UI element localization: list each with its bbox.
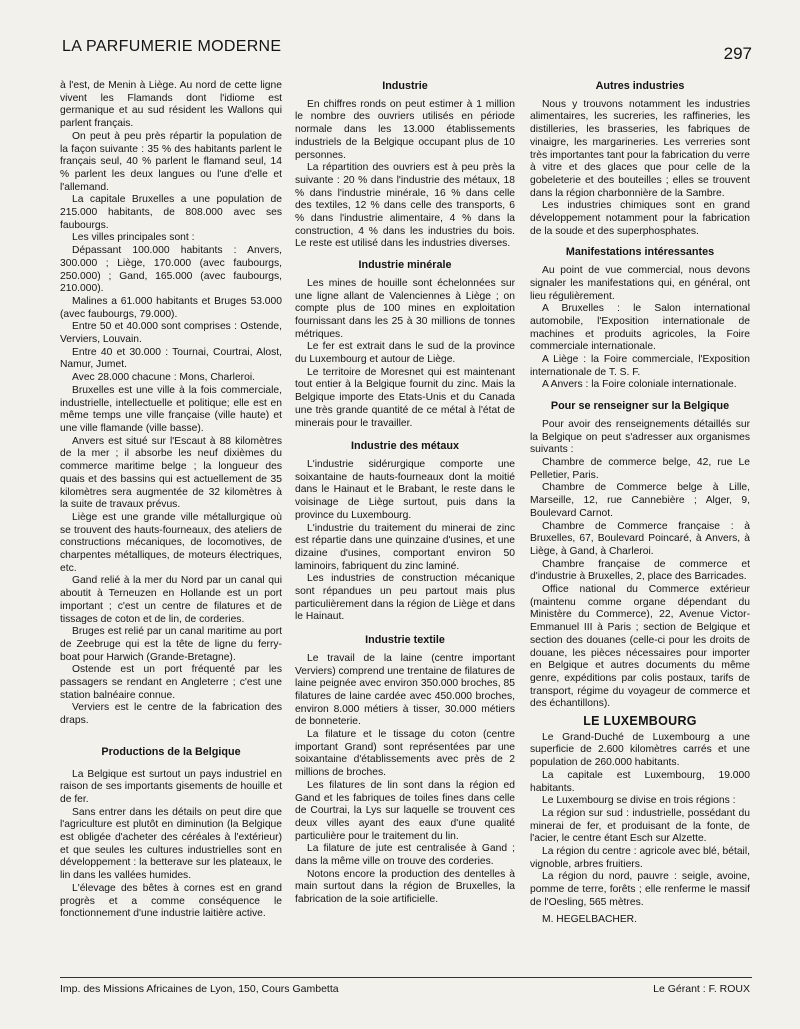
paragraph: Le Luxembourg se divise en trois régions : bbox=[542, 795, 736, 807]
paragraph: à l'est, de Menin à Liège. Au nord de cette ligne vivent les Flamands dont l'idiome est germanique et au sud résident les Wallons qui parlent français. bbox=[60, 80, 282, 130]
section-heading-autres: Autres industries bbox=[595, 80, 685, 92]
paragraph: La capitale Bruxelles a une population de 215.000 habitants, de 808.000 avec ses faubourgs. bbox=[60, 194, 282, 231]
section-heading-productions: Productions de la Belgique bbox=[101, 745, 241, 758]
paragraph: Sans entrer dans les détails on peut dire que l'agriculture est plutôt en diminution (la Belgique est obligée d'acheter des céréales à l'extérieur) et que seules les cultures industrielles sont en développement : la betterave sur les plateaux, le lin dans les vallées humides. bbox=[60, 806, 282, 882]
paragraph: Entre 40 et 30.000 : Tournai, Courtrai, Alost, Namur, Jumet. bbox=[60, 346, 282, 371]
paragraph: Liège est une grande ville métallurgique où se trouvent des hauts-fourneaux, des ateliers de constructions mécaniques, de locomotives, de charpentes métalliques, de moteurs électriques, etc. bbox=[60, 511, 282, 574]
page-number: 297 bbox=[723, 44, 752, 63]
page-header bbox=[62, 38, 752, 68]
printer-credit: Imp. des Missions Africaines de Lyon, 150, Cours Gambetta bbox=[60, 983, 339, 995]
section-heading-renseigner: Pour se renseigner sur la Belgique bbox=[550, 400, 730, 413]
paragraph: On peut à peu près répartir la population de la façon suivante : 35 % des habitants parlent le français seul, 40 % parlent le flamand seul, 14 % parlent les deux langues ou l'une d'elle et l'allemand. bbox=[60, 130, 282, 193]
manager-credit: Le Gérant : F. ROUX bbox=[653, 983, 750, 995]
paragraph: Les filatures de lin sont dans la région ed Gand et les fabriques de toiles fines dans celle de Courtrai, la Lys sur laquelle se trouvent ces deux villes ayant des eaux d'une qualité particulière pour le traitement du lin. bbox=[295, 779, 515, 842]
paragraph: La Belgique est surtout un pays industriel en raison de ses importants gisements de houille et de fer. bbox=[60, 768, 282, 805]
paragraph: Le territoire de Moresnet qui est maintenant tout entier à la Belgique fournit du zinc. Mais la Belgique importe des Etats-Unis et du Canada une très grande quantité de ce métal à l'état de minerais pour le travailler. bbox=[295, 366, 515, 429]
paragraph: Le fer est extrait dans le sud de la province du Luxembourg et autour de Liège. bbox=[295, 341, 515, 366]
paragraph: Le Grand-Duché de Luxembourg a une superficie de 2.600 kilomètres carrés et une population de 260.000 habitants. bbox=[530, 731, 750, 769]
paragraph: Notons encore la production des dentelles à main surtout dans la région de Bruxelles, la fabrication de la soie artificielle. bbox=[295, 868, 515, 906]
paragraph: A Liège : la Foire commerciale, l'Exposition internationale de T. S. F. bbox=[530, 354, 750, 378]
paragraph: Nous y trouvons notamment les industries alimentaires, les sucreries, les raffineries, les distilleries, les brasseries, les fabriques de vinaigre, les margarineries. Les verreries sont très importantes tant pour la fabrication du verre à vitre et des glaces que pour celle de la gobeleterie et des bouteilles ; elles se trouvent dans la région charbonnière de la Sambre. bbox=[530, 98, 750, 199]
paragraph: Dépassant 100.000 habitants : Anvers, 300.000 ; Liège, 170.000 (avec faubourgs, 250.000) ; Gand, 165.000 (avec faubourgs, 210.000). bbox=[60, 245, 282, 295]
article-body bbox=[60, 80, 750, 1000]
paragraph: Les industries de construction mécanique sont répandues un peu partout mais plus particulièrement dans la région de Liège et dans le Hainaut. bbox=[295, 573, 515, 623]
paragraph: Bruges est relié par un canal maritime au port de Zeebruge qui est la tête de ligne du ferry-boat pour Harwich (Grande-Bretagne). bbox=[60, 626, 282, 663]
paragraph: La capitale est Luxembourg, 19.000 habitants. bbox=[530, 769, 750, 794]
paragraph: A Bruxelles : le Salon international automobile, l'Exposition internationale de machines et produits agricoles, la Foire commerciale internationale. bbox=[530, 303, 750, 353]
section-heading-textile: Industrie textile bbox=[365, 634, 445, 647]
paragraph: En chiffres ronds on peut estimer à 1 million le nombre des ouvriers utilisés en période normale dans les 13.000 établissements industriels de la Belgique occupant plus de 10 personnes. bbox=[295, 98, 515, 161]
paragraph: Chambre de commerce belge, 42, rue Le Pelletier, Paris. bbox=[530, 456, 750, 481]
paragraph: Chambre de Commerce française : à Bruxelles, 67, Boulevard Poincaré, à Anvers, à Liège, à Gand, à Charleroi. bbox=[530, 520, 750, 557]
paragraph: Malines a 61.000 habitants et Bruges 53.000 (avec faubourgs, 79.000). bbox=[60, 295, 282, 320]
paragraph: La région du centre : agricole avec blé, bétail, vignoble, arbres fruitiers. bbox=[530, 846, 750, 870]
paragraph: Bruxelles est une ville à la fois commerciale, industrielle, intellectuelle et politique; elle est en même temps une ville française (ville haute) et une ville flamande (ville basse). bbox=[60, 384, 282, 434]
author-signature: M. HEGELBACHER. bbox=[542, 913, 637, 925]
paragraph: L'industrie du traitement du minerai de zinc est répartie dans une quinzaine d'usines, et une dizaine d'usines, comportant environ 50 laminoirs, fabriquent du zinc laminé. bbox=[295, 522, 515, 572]
paragraph: La répartition des ouvriers est à peu près la suivante : 20 % dans l'industrie des métaux, 18 % dans l'industrie minérale, 16 % dans celle des textiles, 12 % dans celle des transports, 6 % dans l'industrie alimentaire, 4 % dans la construction, 4 % dans les industries du bois. Le reste est utilisé dans les industries diverses. bbox=[295, 162, 515, 250]
column-3 bbox=[530, 80, 750, 926]
paragraph: Les mines de houille sont échelonnées sur une ligne allant de Valenciennes à Liège ; on compte plus de 100 mines en exploitation fournissant dans les 25 à 30 millions de tonnes métriques. bbox=[295, 277, 515, 340]
paragraph: La région sur sud : industrielle, possédant du minerai de fer, et produisant de la fonte, de l'acier, le centre étant Esch sur Alzette. bbox=[530, 807, 750, 845]
paragraph: Gand relié à la mer du Nord par un canal qui aboutit à Terneuzen en Hollande est un port important ; c'est un centre de filatures et de tissages de coton et de lin, de corderies. bbox=[60, 575, 282, 625]
footer-divider bbox=[60, 977, 752, 978]
paragraph: L'industrie sidérurgique comporte une soixantaine de hauts-fourneaux dont la moitié dans le Hainaut et le Brabant, le reste dans le voisinage de Liège surtout, puis dans la province du Luxembourg. bbox=[295, 458, 515, 521]
section-heading-manifestations: Manifestations intéressantes bbox=[565, 246, 715, 259]
paragraph: L'élevage des bêtes à cornes est en grand progrès et a comme conséquence le fonctionnement d'une industrie laitière active. bbox=[60, 882, 282, 920]
section-heading-industrie: Industrie bbox=[382, 80, 428, 92]
section-heading-minerale: Industrie minérale bbox=[358, 259, 452, 272]
paragraph: A Anvers : la Foire coloniale internationale. bbox=[542, 379, 737, 391]
paragraph: Verviers est le centre de la fabrication des draps. bbox=[60, 702, 282, 727]
paragraph: La filature de jute est centralisée à Gand ; dans la même ville on trouve des corderies. bbox=[295, 843, 515, 868]
paragraph: Les industries chimiques sont en grand développement notamment pour la fabrication de la soude et des superphosphates. bbox=[530, 200, 750, 237]
paragraph: Anvers est situé sur l'Escaut à 88 kilomètres de la mer ; il absorbe les neuf dixièmes du commerce maritime belge ; la longueur des quais et des bassins qui est actuellement de 35 kilomètres sera augmentée de 32 kilomètres à la suite de travaux prévus. bbox=[60, 435, 282, 511]
paragraph: La région du nord, pauvre : seigle, avoine, pomme de terre, forêts ; elle renferme le massif de l'Oesling, 565 mètres. bbox=[530, 871, 750, 908]
paragraph: Chambre française de commerce et d'industrie à Bruxelles, 2, place des Barricades. bbox=[530, 558, 750, 583]
paragraph: Entre 50 et 40.000 sont comprises : Ostende, Verviers, Louvain. bbox=[60, 321, 282, 346]
paragraph: Au point de vue commercial, nous devons signaler les manifestations qui, en général, ont lieu régulièrement. bbox=[530, 265, 750, 302]
section-heading-luxembourg: LE LUXEMBOURG bbox=[583, 714, 697, 729]
paragraph: Office national du Commerce extérieur (maintenu comme organe dépendant du Ministère du Commerce), 22, Avenue Victor-Emmanuel III à Paris ; section de Belgique et section des douanes (celle-ci pour les droits de douane, les pièces nécessaires pour importer en Belgique et autres documents du même genre, expéditions par colis postaux, tarifs de transport, régime du voyageur de commerce et des échantillons). bbox=[530, 584, 750, 710]
paragraph: Les villes principales sont : bbox=[72, 232, 195, 244]
paragraph: Chambre de Commerce belge à Lille, Marseille, 12, rue Cannebière ; Alger, 9, Boulevard Carnot. bbox=[530, 482, 750, 519]
paragraph: La filature et le tissage du coton (centre important Grand) sont représentées par une soixantaine d'établissements avec près de 2 millions de broches. bbox=[295, 729, 515, 779]
paragraph: Ostende est un port fréquenté par les passagers se rendant en Angleterre ; c'est une station balnéaire connue. bbox=[60, 664, 282, 701]
column-1 bbox=[60, 80, 282, 921]
paragraph: Pour avoir des renseignements détaillés sur la Belgique on peut s'adresser aux organismes suivants : bbox=[530, 418, 750, 456]
paragraph: Avec 28.000 chacune : Mons, Charleroi. bbox=[72, 372, 255, 384]
column-2 bbox=[295, 80, 515, 907]
paragraph: Le travail de la laine (centre important Verviers) comprend une trentaine de filatures de laine peignée avec environ 350.000 broches, 85 filatures de laine cardée avec 450.000 broches, environ 8.000 métiers à tisser, 30.000 métiers de bonneterie. bbox=[295, 652, 515, 728]
running-title: LA PARFUMERIE MODERNE bbox=[62, 38, 282, 55]
section-heading-metaux: Industrie des métaux bbox=[350, 440, 459, 453]
